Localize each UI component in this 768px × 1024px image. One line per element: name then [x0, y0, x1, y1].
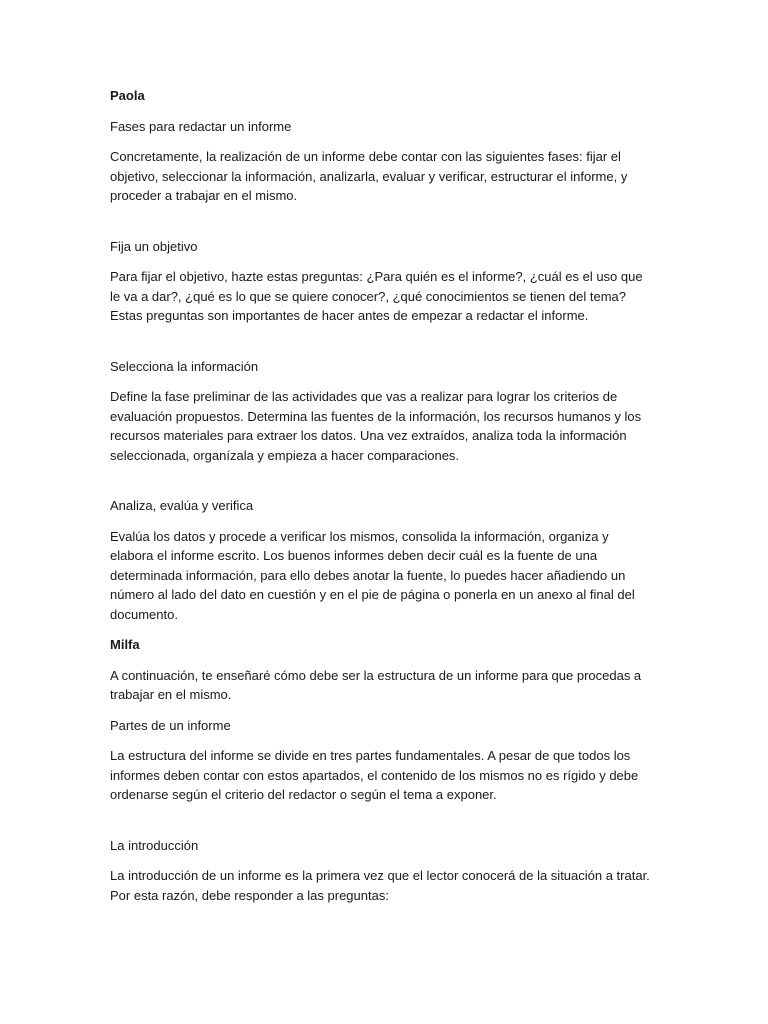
document-title: Fases para redactar un informe — [110, 118, 292, 134]
section-body-analiza: Evalúa los datos y procede a verificar los mismos, consolida la información, organiza y elabora el informe escrito. Los buenos informes deben decir cuál es la fuente de una determinada información, para ello debes anotar la fuente, lo puedes hacer añadiendo un número al lado del dato en cuestión y en el pie de página o ponerla en un anexo al final del documento. — [110, 528, 635, 622]
section-heading-informacion: Selecciona la información — [110, 358, 259, 374]
introduction-heading: La introducción — [110, 837, 199, 853]
section-heading-analiza: Analiza, evalúa y verifica — [110, 498, 254, 513]
transition-paragraph: A continuación, te enseñaré cómo debe ser la estructura de un informe para que procedas a trabajar en el mismo. — [110, 667, 642, 702]
author-name-paola: Paola — [110, 88, 145, 103]
section-heading-objetivo: Fija un objetivo — [110, 238, 198, 254]
document-page — [110, 86, 650, 905]
parts-paragraph: La estructura del informe se divide en tres partes fundamentales. A pesar de que todos los informes deben contar con estos apartados, el contenido de los mismos no es rígido y debe ordenarse según el criterio del redactor o según el tema a exponer. — [110, 748, 639, 802]
section-body-objetivo: Para fijar el objetivo, hazte estas preguntas: ¿Para quién es el informe?, ¿cuál es el uso que le va a dar?, ¿qué es lo que se quiere conocer?, ¿qué conocimientos se tienen del tema? Estas preguntas son importantes de hacer antes de empezar a redactar el informe. — [110, 269, 643, 323]
introduction-paragraph: La introducción de un informe es la primera vez que el lector conocerá de la situación a tratar. Por esta razón, debe responder a las preguntas: — [110, 868, 650, 903]
section-body-informacion: Define la fase preliminar de las actividades que vas a realizar para lograr los criterios de evaluación propuestos. Determina las fuentes de la información, los recursos humanos y los recursos materiales para extraer los datos. Una vez extraídos, analiza toda la información seleccionada, organízala y empieza a hacer comparaciones. — [110, 389, 642, 463]
intro-paragraph: Concretamente, la realización de un informe debe contar con las siguientes fases: fijar el objetivo, seleccionar la información, analizarla, evaluar y verificar, estructurar el informe, y proceder a trabajar en el mismo. — [110, 149, 628, 203]
parts-heading: Partes de un informe — [110, 717, 231, 733]
author-name-milfa: Milfa — [110, 637, 140, 652]
